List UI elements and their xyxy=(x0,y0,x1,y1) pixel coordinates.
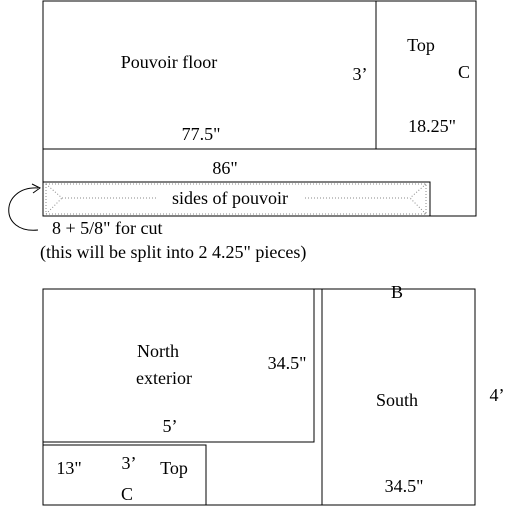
north-exterior-label-1: North xyxy=(137,341,179,361)
north-exterior-height: 34.5" xyxy=(267,353,307,373)
top-c2-depth: 13" xyxy=(56,458,82,478)
south-width: 34.5" xyxy=(384,476,424,496)
cut-note: 8 + 5/8" for cut xyxy=(52,218,163,238)
strip-length-label: 86" xyxy=(212,158,238,178)
south-height: 4’ xyxy=(489,385,505,405)
top-c-letter: C xyxy=(457,62,471,82)
curved-arrow-icon xyxy=(9,184,40,230)
north-exterior-label-2: exterior xyxy=(136,368,192,388)
sides-of-pouvoir-label: sides of pouvoir xyxy=(172,188,288,208)
top-c2-letter: C xyxy=(120,484,134,504)
pouvoir-floor-label: Pouvoir floor xyxy=(120,52,218,72)
south-letter: B xyxy=(390,282,404,302)
pouvoir-floor-height: 3’ xyxy=(352,64,368,84)
top-c-label: Top xyxy=(407,35,435,55)
top-c-width: 18.25" xyxy=(408,116,456,136)
south-label: South xyxy=(375,390,419,410)
top-c2-label: Top xyxy=(160,458,188,478)
split-note: (this will be split into 2 4.25" pieces) xyxy=(40,242,307,262)
north-exterior-width: 5’ xyxy=(162,416,178,436)
pouvoir-floor-width: 77.5" xyxy=(181,124,221,144)
top-c2-width: 3’ xyxy=(121,453,137,473)
